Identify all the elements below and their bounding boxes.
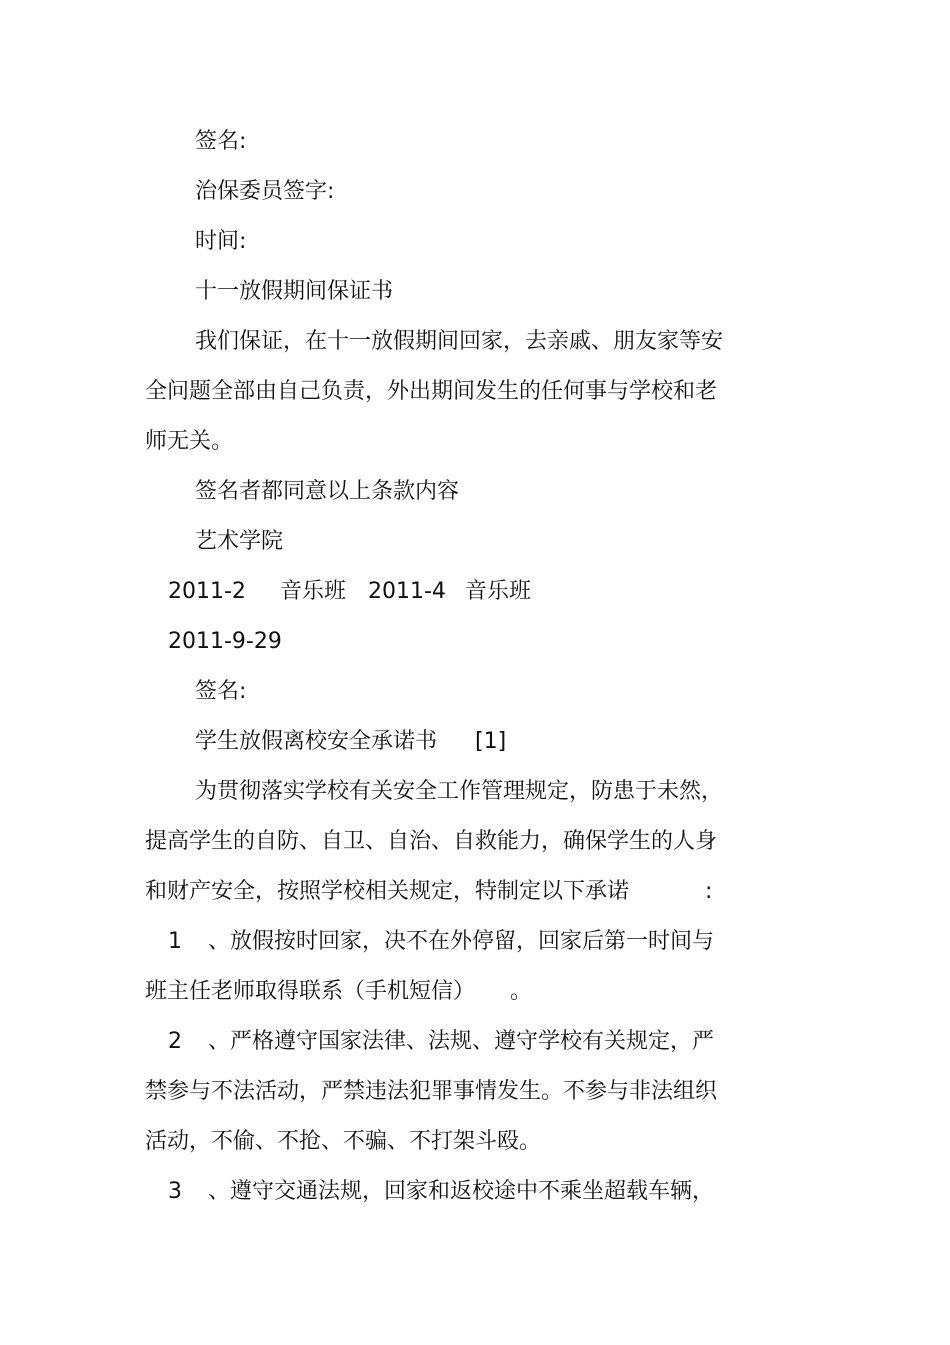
pledge-item-3	[168, 1177, 748, 1207]
pledge-item-2-continuation: 活动，不偷、不抢、不骗、不打架斗殴。	[145, 1129, 542, 1154]
item-period: 。	[510, 979, 533, 1004]
pledge-item-1-continuation	[145, 977, 545, 1007]
item-text: 、遵守交通法规，回家和返校途中不乘坐超载车辆，	[208, 1179, 715, 1204]
guarantee-title: 十一放假期间保证书	[195, 279, 394, 304]
item-number: 2	[168, 1029, 182, 1054]
college-name: 艺术学院	[195, 529, 284, 554]
class-name: 音乐班	[465, 579, 532, 604]
guarantee-paragraph-line: 师无关。	[145, 429, 234, 454]
guarantee-paragraph-line: 我们保证，在十一放假期间回家，去亲戚、朋友家等安	[195, 329, 724, 354]
pledge-intro-colon: :	[705, 879, 713, 904]
pledge-intro-line	[145, 877, 725, 907]
pledge-item-2-continuation: 禁参与不法活动，严禁违法犯罪事情发生。不参与非法组织	[145, 1079, 718, 1104]
item-number: 3	[168, 1179, 182, 1204]
class-name: 音乐班	[280, 579, 347, 604]
pledge-intro-text: 和财产安全，按照学校相关规定，特制定以下承诺	[145, 879, 630, 904]
pledge-title-line	[195, 727, 515, 757]
class-line	[168, 577, 568, 607]
item-number: 1	[168, 929, 182, 954]
item-text: 班主任老师取得联系（手机短信）	[145, 979, 476, 1004]
pledge-title: 学生放假离校安全承诺书	[195, 729, 438, 754]
item-text: 、严格遵守国家法律、法规、遵守学校有关规定，严	[208, 1029, 715, 1054]
signature-line: 签名:	[195, 679, 247, 704]
item-text: 、放假按时回家，决不在外停留，回家后第一时间与	[208, 929, 715, 954]
pledge-item-2	[168, 1027, 748, 1057]
security-committee-signature-line: 治保委员签字:	[195, 179, 335, 204]
date-line: 2011-9-29	[168, 629, 282, 654]
agreement-line: 签名者都同意以上条款内容	[195, 479, 460, 504]
signature-line: 签名:	[195, 129, 247, 154]
reference-mark: [1]	[475, 729, 507, 754]
pledge-item-1	[168, 927, 748, 957]
pledge-intro-line: 提高学生的自防、自卫、自治、自救能力，确保学生的人身	[145, 829, 718, 854]
time-line: 时间:	[195, 229, 247, 254]
class-year: 2011-4	[368, 579, 446, 604]
guarantee-paragraph-line: 全问题全部由自己负责，外出期间发生的任何事与学校和老	[145, 379, 718, 404]
class-year: 2011-2	[168, 579, 246, 604]
pledge-intro-line: 为贯彻落实学校有关安全工作管理规定，防患于未然，	[195, 779, 724, 804]
